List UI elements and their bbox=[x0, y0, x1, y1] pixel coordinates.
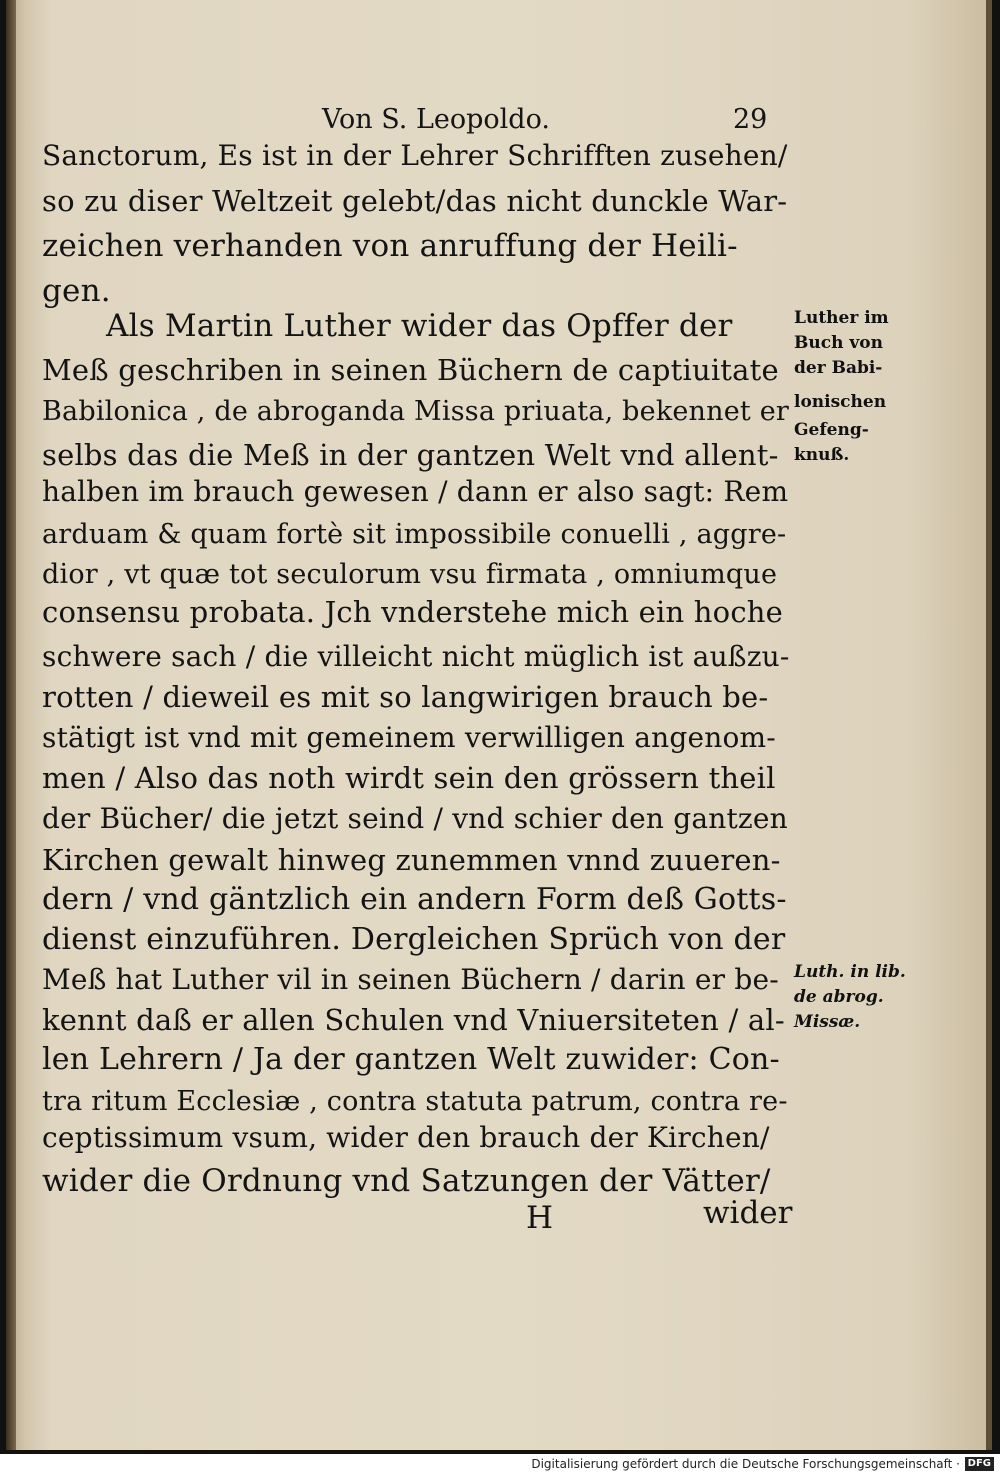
text-line: Als Martin Luther wider das Opffer der bbox=[106, 308, 733, 344]
text-line: schwere sach / die villeicht nicht müglich ist außzu- bbox=[42, 640, 790, 673]
marginal-note-line: Missæ. bbox=[794, 1012, 861, 1032]
text-line: kennt daß er allen Schulen vnd Vniuersiteten / al- bbox=[42, 1003, 785, 1037]
text-line: gen. bbox=[42, 273, 111, 309]
page-gutter-shadow bbox=[6, 0, 16, 1450]
text-line: stätigt ist vnd mit gemeinem verwilligen angenom- bbox=[42, 721, 776, 754]
book-page bbox=[6, 0, 992, 1450]
text-line: men / Also das noth wirdt sein den grössern theil bbox=[42, 761, 776, 795]
marginal-note-line: Buch von bbox=[794, 333, 883, 353]
catchword: wider bbox=[703, 1195, 793, 1231]
dfg-logo: DFG bbox=[965, 1457, 994, 1471]
text-line: rotten / dieweil es mit so langwirigen brauch be- bbox=[42, 680, 769, 714]
footer-bar bbox=[0, 1454, 1000, 1476]
text-line: dienst einzuführen. Dergleichen Sprüch von der bbox=[42, 922, 786, 957]
signature-mark: H bbox=[526, 1200, 554, 1236]
text-line: dior , vt quæ tot seculorum vsu firmata , omniumque bbox=[42, 559, 778, 590]
page-number: 29 bbox=[733, 104, 768, 135]
text-line: so zu diser Weltzeit gelebt/das nicht dunckle War- bbox=[42, 184, 788, 218]
marginal-note-line: Luther im bbox=[794, 308, 889, 328]
marginal-note-line: lonischen bbox=[794, 392, 887, 412]
text-line: selbs das die Meß in der gantzen Welt vnd allent- bbox=[42, 438, 779, 472]
marginal-note-line: knuß. bbox=[794, 445, 850, 465]
text-line: Babilonica , de abroganda Missa priuata, bekennet er bbox=[42, 396, 790, 427]
text-line: len Lehrern / Ja der gantzen Welt zuwider: Con- bbox=[42, 1042, 780, 1077]
text-line: Kirchen gewalt hinweg zunemmen vnnd zuueren- bbox=[42, 843, 781, 877]
text-line: der Bücher/ die jetzt seind / vnd schier den gantzen bbox=[42, 802, 788, 835]
text-line: dern / vnd gäntzlich ein andern Form deß Gotts- bbox=[42, 882, 787, 917]
marginal-note-line: Luth. in lib. bbox=[794, 962, 906, 982]
marginal-note-line: Gefeng- bbox=[794, 420, 869, 440]
text-line: Meß hat Luther vil in seinen Büchern / darin er be- bbox=[42, 963, 779, 996]
text-line: ceptissimum vsum, wider den brauch der Kirchen/ bbox=[42, 1121, 770, 1154]
marginal-note-line: de abrog. bbox=[794, 987, 884, 1007]
text-line: consensu probata. Jch vnderstehe mich ein hoche bbox=[42, 595, 784, 629]
page-edge bbox=[986, 0, 992, 1450]
text-line: Sanctorum, Es ist in der Lehrer Schrifften zusehen/ bbox=[42, 139, 788, 172]
text-line: halben im brauch gewesen / dann er also sagt: Rem bbox=[42, 475, 789, 508]
text-line: arduam & quam fortè sit impossibile conuelli , aggre- bbox=[42, 519, 787, 550]
marginal-note-line: der Babi- bbox=[794, 358, 883, 378]
text-line: tra ritum Ecclesiæ , contra statuta patrum, contra re- bbox=[42, 1086, 788, 1117]
running-head: Von S. Leopoldo. bbox=[322, 104, 550, 135]
text-line: zeichen verhanden von anruffung der Heili- bbox=[42, 228, 738, 264]
text-line: Meß geschriben in seinen Büchern de captiuitate bbox=[42, 353, 779, 387]
funding-notice: Digitalisierung gefördert durch die Deutsche Forschungsgemeinschaft · bbox=[531, 1457, 960, 1471]
text-line: wider die Ordnung vnd Satzungen der Vätter/ bbox=[42, 1163, 771, 1199]
